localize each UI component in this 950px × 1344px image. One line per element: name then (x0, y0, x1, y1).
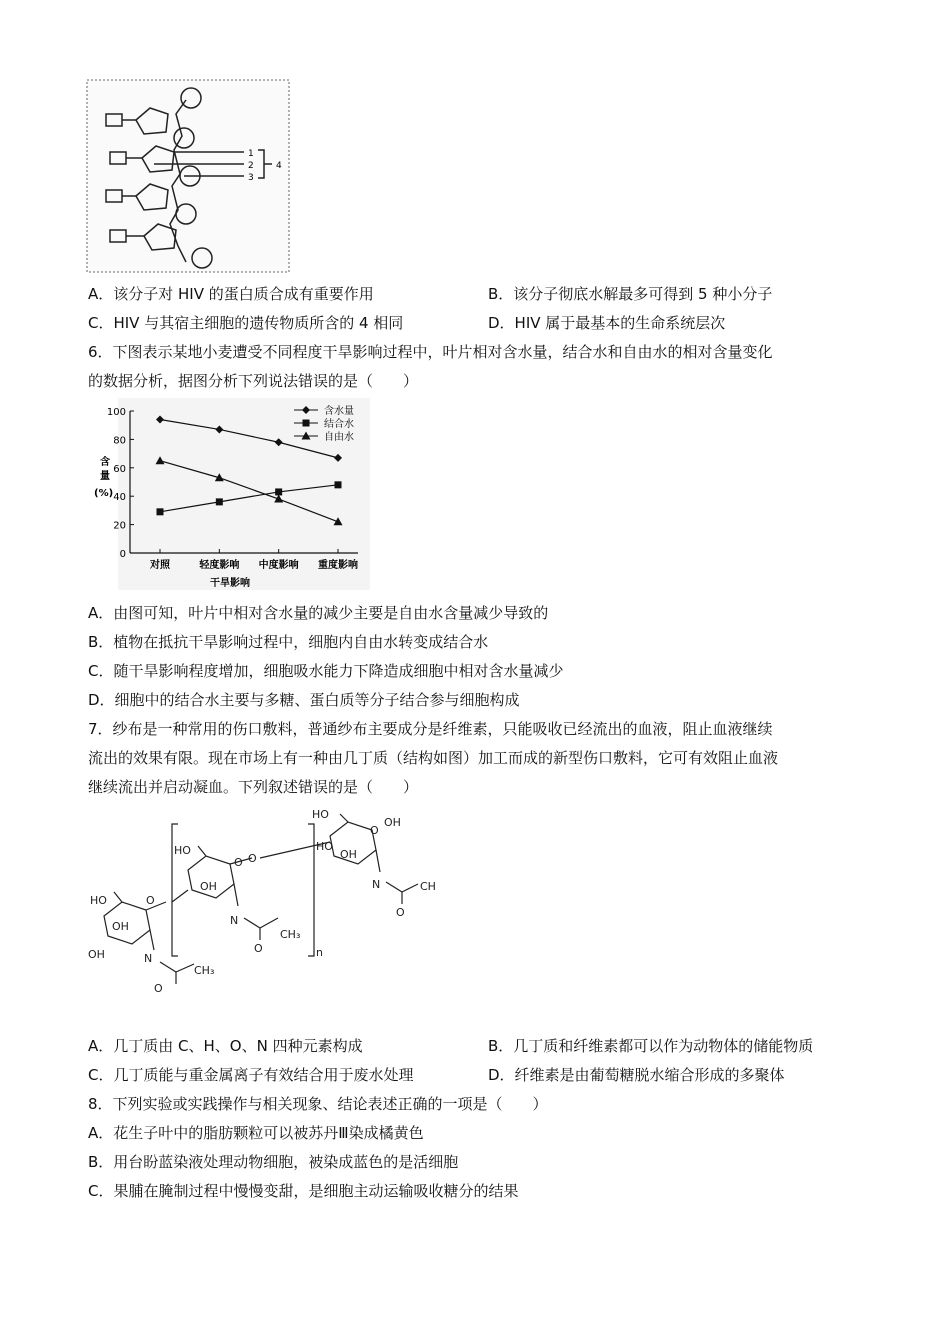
q8-option-c: C．果脯在腌制过程中慢慢变甜，是细胞主动运输吸收糖分的结果 (88, 1182, 519, 1200)
x-tick-label: 中度影响 (258, 560, 299, 571)
chitin-o-3: O (234, 856, 243, 869)
chitin-n-1: N (144, 952, 153, 965)
chitin-o-1: O (146, 894, 155, 907)
data-point-series-2 (335, 481, 342, 488)
q7-option-d: D．纤维素是由葡萄糖脱水缩合形成的多聚体 (488, 1066, 785, 1084)
label-1: 1 (248, 149, 254, 159)
legend-label: 自由水 (324, 432, 354, 443)
chitin-o-7: O (396, 906, 405, 919)
q7-option-c: C．几丁质能与重金属离子有效结合用于废水处理 (88, 1066, 414, 1084)
q5-option-a: A．该分子对 HIV 的蛋白质合成有重要作用 (88, 285, 374, 303)
y-axis-label-line1: 含 (100, 457, 110, 468)
q7-stem-line3: 继续流出并启动凝血。下列叙述错误的是（ ） (88, 778, 419, 796)
chitin-structure-figure (84, 806, 444, 1002)
data-point-series-2 (157, 508, 164, 515)
chitin-ho-3: HO (312, 808, 329, 821)
water-content-chart-svg (88, 398, 370, 590)
legend-marker (303, 420, 310, 427)
q6-option-c: C．随干旱影响程度增加，细胞吸水能力下降造成细胞中相对含水量减少 (88, 662, 564, 680)
chitin-n-2: N (230, 914, 239, 927)
chitin-oh-1: OH (112, 920, 129, 933)
x-tick-label: 对照 (150, 560, 170, 571)
data-point-series-2 (275, 488, 282, 495)
q7-option-a: A．几丁质由 C、H、O、N 四种元素构成 (88, 1037, 363, 1055)
y-tick-label: 40 (113, 492, 126, 504)
q6-option-a: A．由图可知，叶片中相对含水量的减少主要是自由水含量减少导致的 (88, 604, 549, 622)
chitin-ho-1: HO (90, 894, 107, 907)
y-tick-label: 20 (113, 520, 126, 532)
dna-strand-diagram (86, 78, 296, 276)
dna-strand-figure (86, 78, 296, 276)
y-tick-label: 60 (113, 463, 126, 475)
chitin-oh-3: OH (200, 880, 217, 893)
q5-option-b: B．该分子彻底水解最多可得到 5 种小分子 (488, 285, 773, 303)
legend-marker-group (303, 420, 310, 427)
chitin-oh-5: OH (384, 816, 401, 829)
chitin-o-5: O (254, 942, 263, 955)
y-tick-label: 0 (119, 549, 126, 560)
y-tick-label: 100 (106, 407, 126, 418)
label-2: 2 (248, 161, 254, 171)
label-4: 4 (276, 161, 282, 171)
chitin-o-2: O (154, 982, 163, 995)
q7-stem-line2: 流出的效果有限。现在市场上有一种由几丁质（结构如图）加工而成的新型伤口敷料，它可有效阻止血液 (88, 749, 779, 767)
chitin-oh-2: OH (88, 948, 105, 961)
x-tick-label: 重度影响 (318, 560, 358, 571)
data-point-series-2 (216, 498, 223, 505)
chitin-ch3-2: CH₃ (280, 928, 301, 941)
legend-label: 含水量 (324, 406, 354, 417)
chitin-ch: CH (420, 880, 436, 893)
chitin-o-4: O (248, 852, 257, 865)
chitin-structure-svg (84, 806, 444, 1002)
y-axis-label-line2: 量 (100, 471, 110, 482)
x-tick-label: 轻度影响 (199, 560, 240, 571)
legend-label: 结合水 (324, 419, 354, 430)
chitin-o-6: O (370, 824, 379, 837)
chitin-n-3: N (372, 878, 381, 891)
q6-option-b: B．植物在抵抗干旱影响过程中，细胞内自由水转变成结合水 (88, 633, 489, 651)
q7-option-b: B．几丁质和纤维素都可以作为动物体的储能物质 (488, 1037, 814, 1055)
q7-stem-line1: 7．纱布是一种常用的伤口敷料，普通纱布主要成分是纤维素，只能吸收已经流出的血液，阻止血液继续 (88, 720, 773, 738)
water-content-chart (88, 398, 370, 590)
q8-stem: 8．下列实验或实践操作与相关现象、结论表述正确的一项是（ ） (88, 1095, 548, 1113)
y-tick-label: 80 (113, 435, 126, 447)
chitin-ch3-1: CH₃ (194, 964, 215, 977)
q6-option-d: D．细胞中的结合水主要与多糖、蛋白质等分子结合参与细胞构成 (88, 691, 520, 709)
chitin-oh-4: OH (340, 848, 357, 861)
q8-option-a: A．花生子叶中的脂肪颗粒可以被苏丹Ⅲ染成橘黄色 (88, 1124, 424, 1142)
q6-stem-line2: 的数据分析，据图分析下列说法错误的是（ ） (88, 372, 419, 390)
label-3: 3 (248, 173, 254, 183)
q8-option-b: B．用台盼蓝染液处理动物细胞，被染成蓝色的是活细胞 (88, 1153, 459, 1171)
q5-option-d: D．HIV 属于最基本的生命系统层次 (488, 314, 726, 332)
q5-option-c: C．HIV 与其宿主细胞的遗传物质所含的 4 相同 (88, 314, 404, 332)
y-axis-label-line3: (%) (94, 488, 114, 499)
chitin-ho-4: HO (316, 840, 333, 853)
chitin-ho-2: HO (174, 844, 191, 857)
x-axis-title: 干旱影响 (210, 578, 250, 589)
q6-stem-line1: 6．下图表示某地小麦遭受不同程度干旱影响过程中，叶片相对含水量，结合水和自由水的相对含量变化 (88, 343, 773, 361)
chitin-subscript-n: n (316, 946, 323, 959)
